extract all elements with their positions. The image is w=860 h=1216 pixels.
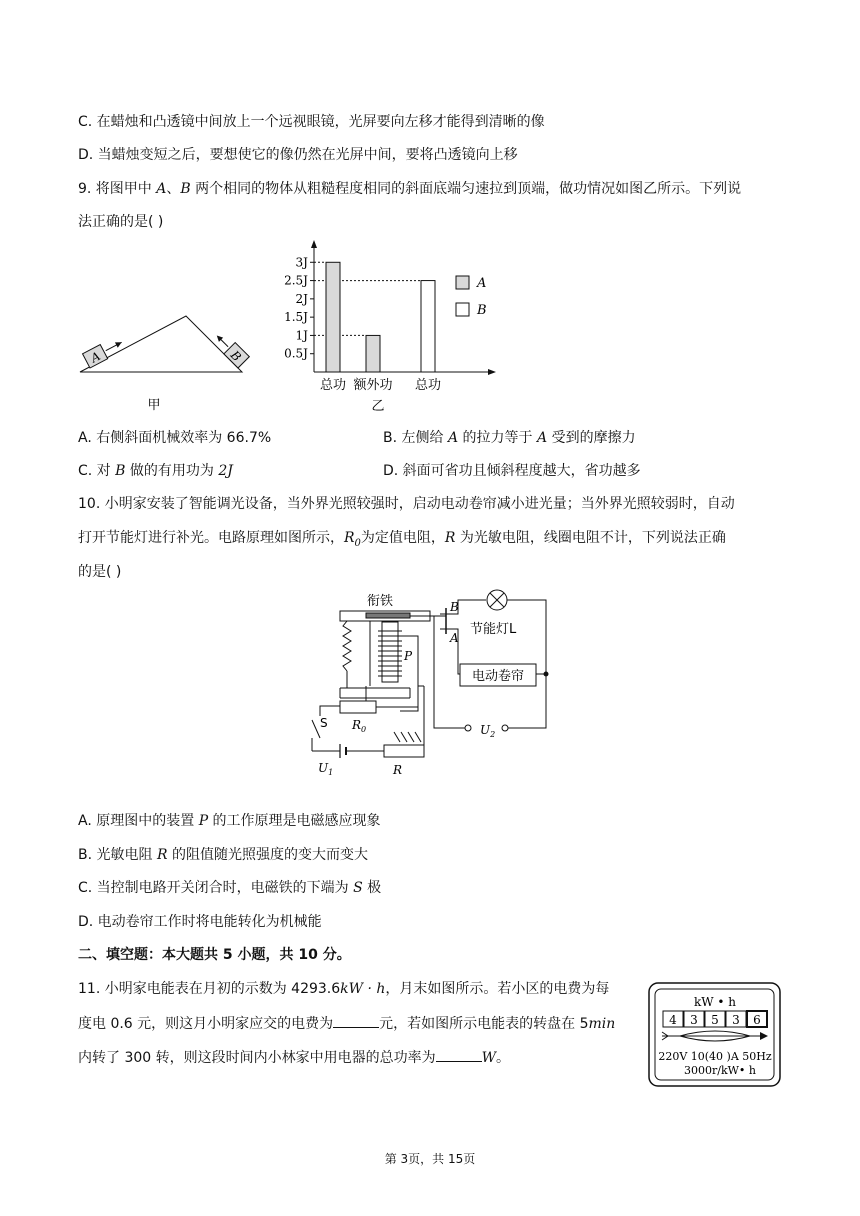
- armature-bar: [366, 613, 410, 618]
- q10-stem-line3: 的是( ): [78, 564, 122, 580]
- q10-stem-line2: 打开节能灯进行补光。电路原理如图所示，$R_0$为定值电阻，R 为光敏电阻，线圈电阻不计，下列说法正确: [78, 530, 726, 549]
- y-tick-label: 0.5J: [284, 346, 308, 361]
- section-heading-fill-in: 二、填空题：本大题共 5 小题，共 10 分。: [78, 947, 351, 963]
- q9-option-b: B. 左侧给 A 的拉力等于 A 受到的摩擦力: [383, 430, 636, 446]
- q10-option-b: B. 光敏电阻 R 的阻值随光照强度的变大而变大: [78, 847, 368, 863]
- y-tick-label: 3J: [295, 255, 308, 270]
- q9-stem-line1: 9. 将图甲中 A、B 两个相同的物体从粗糙程度相同的斜面底端匀速拉到顶端，做功情况如图乙所示。下列说: [78, 181, 742, 197]
- y-tick-label: 1J: [295, 328, 308, 343]
- x-tick-label: 总功: [319, 378, 347, 393]
- legend-label-b: B: [477, 303, 487, 318]
- label-u2: $U_2$: [480, 723, 496, 739]
- q11-line1: 11. 小明家电能表在月初的示数为 4293.6kW · h，月末如图所示。若小区的电费为每: [78, 981, 610, 997]
- meter-digit: 3: [732, 1013, 740, 1027]
- q10-option-d: D. 电动卷帘工作时将电能转化为机械能: [78, 914, 322, 930]
- label-r: R: [393, 763, 403, 777]
- figure-jia-inclines: [70, 306, 250, 416]
- q9-stem-line2: 法正确的是( ): [78, 214, 164, 230]
- y-tick-label: 2J: [295, 291, 308, 306]
- meter-digit: 4: [669, 1013, 677, 1027]
- y-tick-label: 1.5J: [284, 310, 308, 325]
- label-curtain: 电动卷帘: [471, 669, 525, 684]
- switch-s: [312, 720, 320, 738]
- figure-circuit: [300, 586, 560, 786]
- q10-option-c: C. 当控制电路开关闭合时，电磁铁的下端为 S 极: [78, 880, 382, 896]
- meter-digit: 3: [690, 1013, 698, 1027]
- x-axis-arrow: [488, 369, 496, 375]
- legend-swatch-b: [456, 303, 469, 316]
- q9-option-a: A. 右侧斜面机械效率为 66.7%: [78, 430, 272, 446]
- legend-label-a: A: [477, 276, 487, 291]
- meter-spec2: 3000r/kW• h: [684, 1064, 756, 1077]
- bar-b-2: [421, 281, 435, 372]
- block-a-label: A: [88, 348, 103, 366]
- q11-line3: 内转了 300 转，则这段时间内小林家中用电器的总功率为 W。: [78, 1047, 510, 1068]
- q10-option-a: A. 原理图中的装置 P 的工作原理是电磁感应现象: [78, 813, 381, 829]
- bar-a-1: [366, 335, 380, 372]
- r0-resistor: [340, 701, 376, 713]
- label-r0: $R_0$: [352, 718, 367, 734]
- label-p: P: [404, 649, 413, 663]
- figure-jia-caption: 甲: [147, 398, 161, 413]
- y-axis-arrow: [311, 240, 317, 248]
- q8-option-d: D. 当蜡烛变短之后，要想使它的像仍然在光屏中间，要将凸透镜向上移: [78, 147, 518, 163]
- bar-a-0: [326, 262, 340, 372]
- block-b-label: B: [227, 347, 244, 365]
- label-contact-b: B: [450, 600, 459, 614]
- meter-unit: kW • h: [693, 995, 737, 1009]
- label-lamp: 节能灯L: [470, 622, 517, 637]
- u2-terminal-right: [502, 725, 508, 731]
- label-contact-a: A: [450, 631, 459, 645]
- coil-lead-right: [400, 636, 418, 711]
- block-b: [211, 330, 249, 368]
- meter-digits: [663, 1011, 767, 1027]
- incline-triangle: [80, 316, 242, 372]
- label-u1: $U_1$: [318, 761, 334, 777]
- meter-digit: 5: [711, 1013, 719, 1027]
- light-arrows: [394, 732, 421, 742]
- blank-fee[interactable]: [333, 1013, 379, 1028]
- photo-resistor: [384, 745, 424, 757]
- spring: [343, 621, 351, 671]
- q9-option-d: D. 斜面可省功且倾斜程度越大，省功越多: [383, 463, 641, 479]
- legend: [456, 276, 487, 318]
- page-footer: 第 3页，共 15页: [384, 1152, 476, 1166]
- figure-yi-chart: [270, 238, 510, 416]
- label-s: S: [320, 716, 328, 730]
- label-armature: 衔铁: [366, 594, 394, 609]
- x-tick-label: 总功: [414, 378, 442, 393]
- figure-yi-caption: 乙: [371, 399, 385, 414]
- q8-option-c: C. 在蜡烛和凸透镜中间放上一个远视眼镜，光屏要向左移才能得到清晰的像: [78, 114, 545, 130]
- q11-line2: 度电 0.6 元，则这月小明家应交的电费为 元，若如图所示电能表的转盘在 5min: [78, 1013, 615, 1034]
- figure-electric-meter: [648, 982, 782, 1088]
- x-tick-label: 额外功: [353, 378, 393, 393]
- u2-terminal-left: [465, 725, 471, 731]
- blank-power[interactable]: [436, 1047, 482, 1062]
- q10-stem-line1: 10. 小明家安装了智能调光设备，当外界光照较强时，启动电动卷帘减小进光量；当外界光照较弱时，自动: [78, 496, 735, 512]
- q9-option-c: C. 对 B 做的有用功为 2J: [78, 463, 233, 479]
- meter-digit: 6: [753, 1013, 761, 1027]
- meter-spec1: 220V 10(40 )A 50Hz: [658, 1050, 772, 1063]
- legend-swatch-a: [456, 276, 469, 289]
- y-tick-label: 2.5J: [284, 273, 308, 288]
